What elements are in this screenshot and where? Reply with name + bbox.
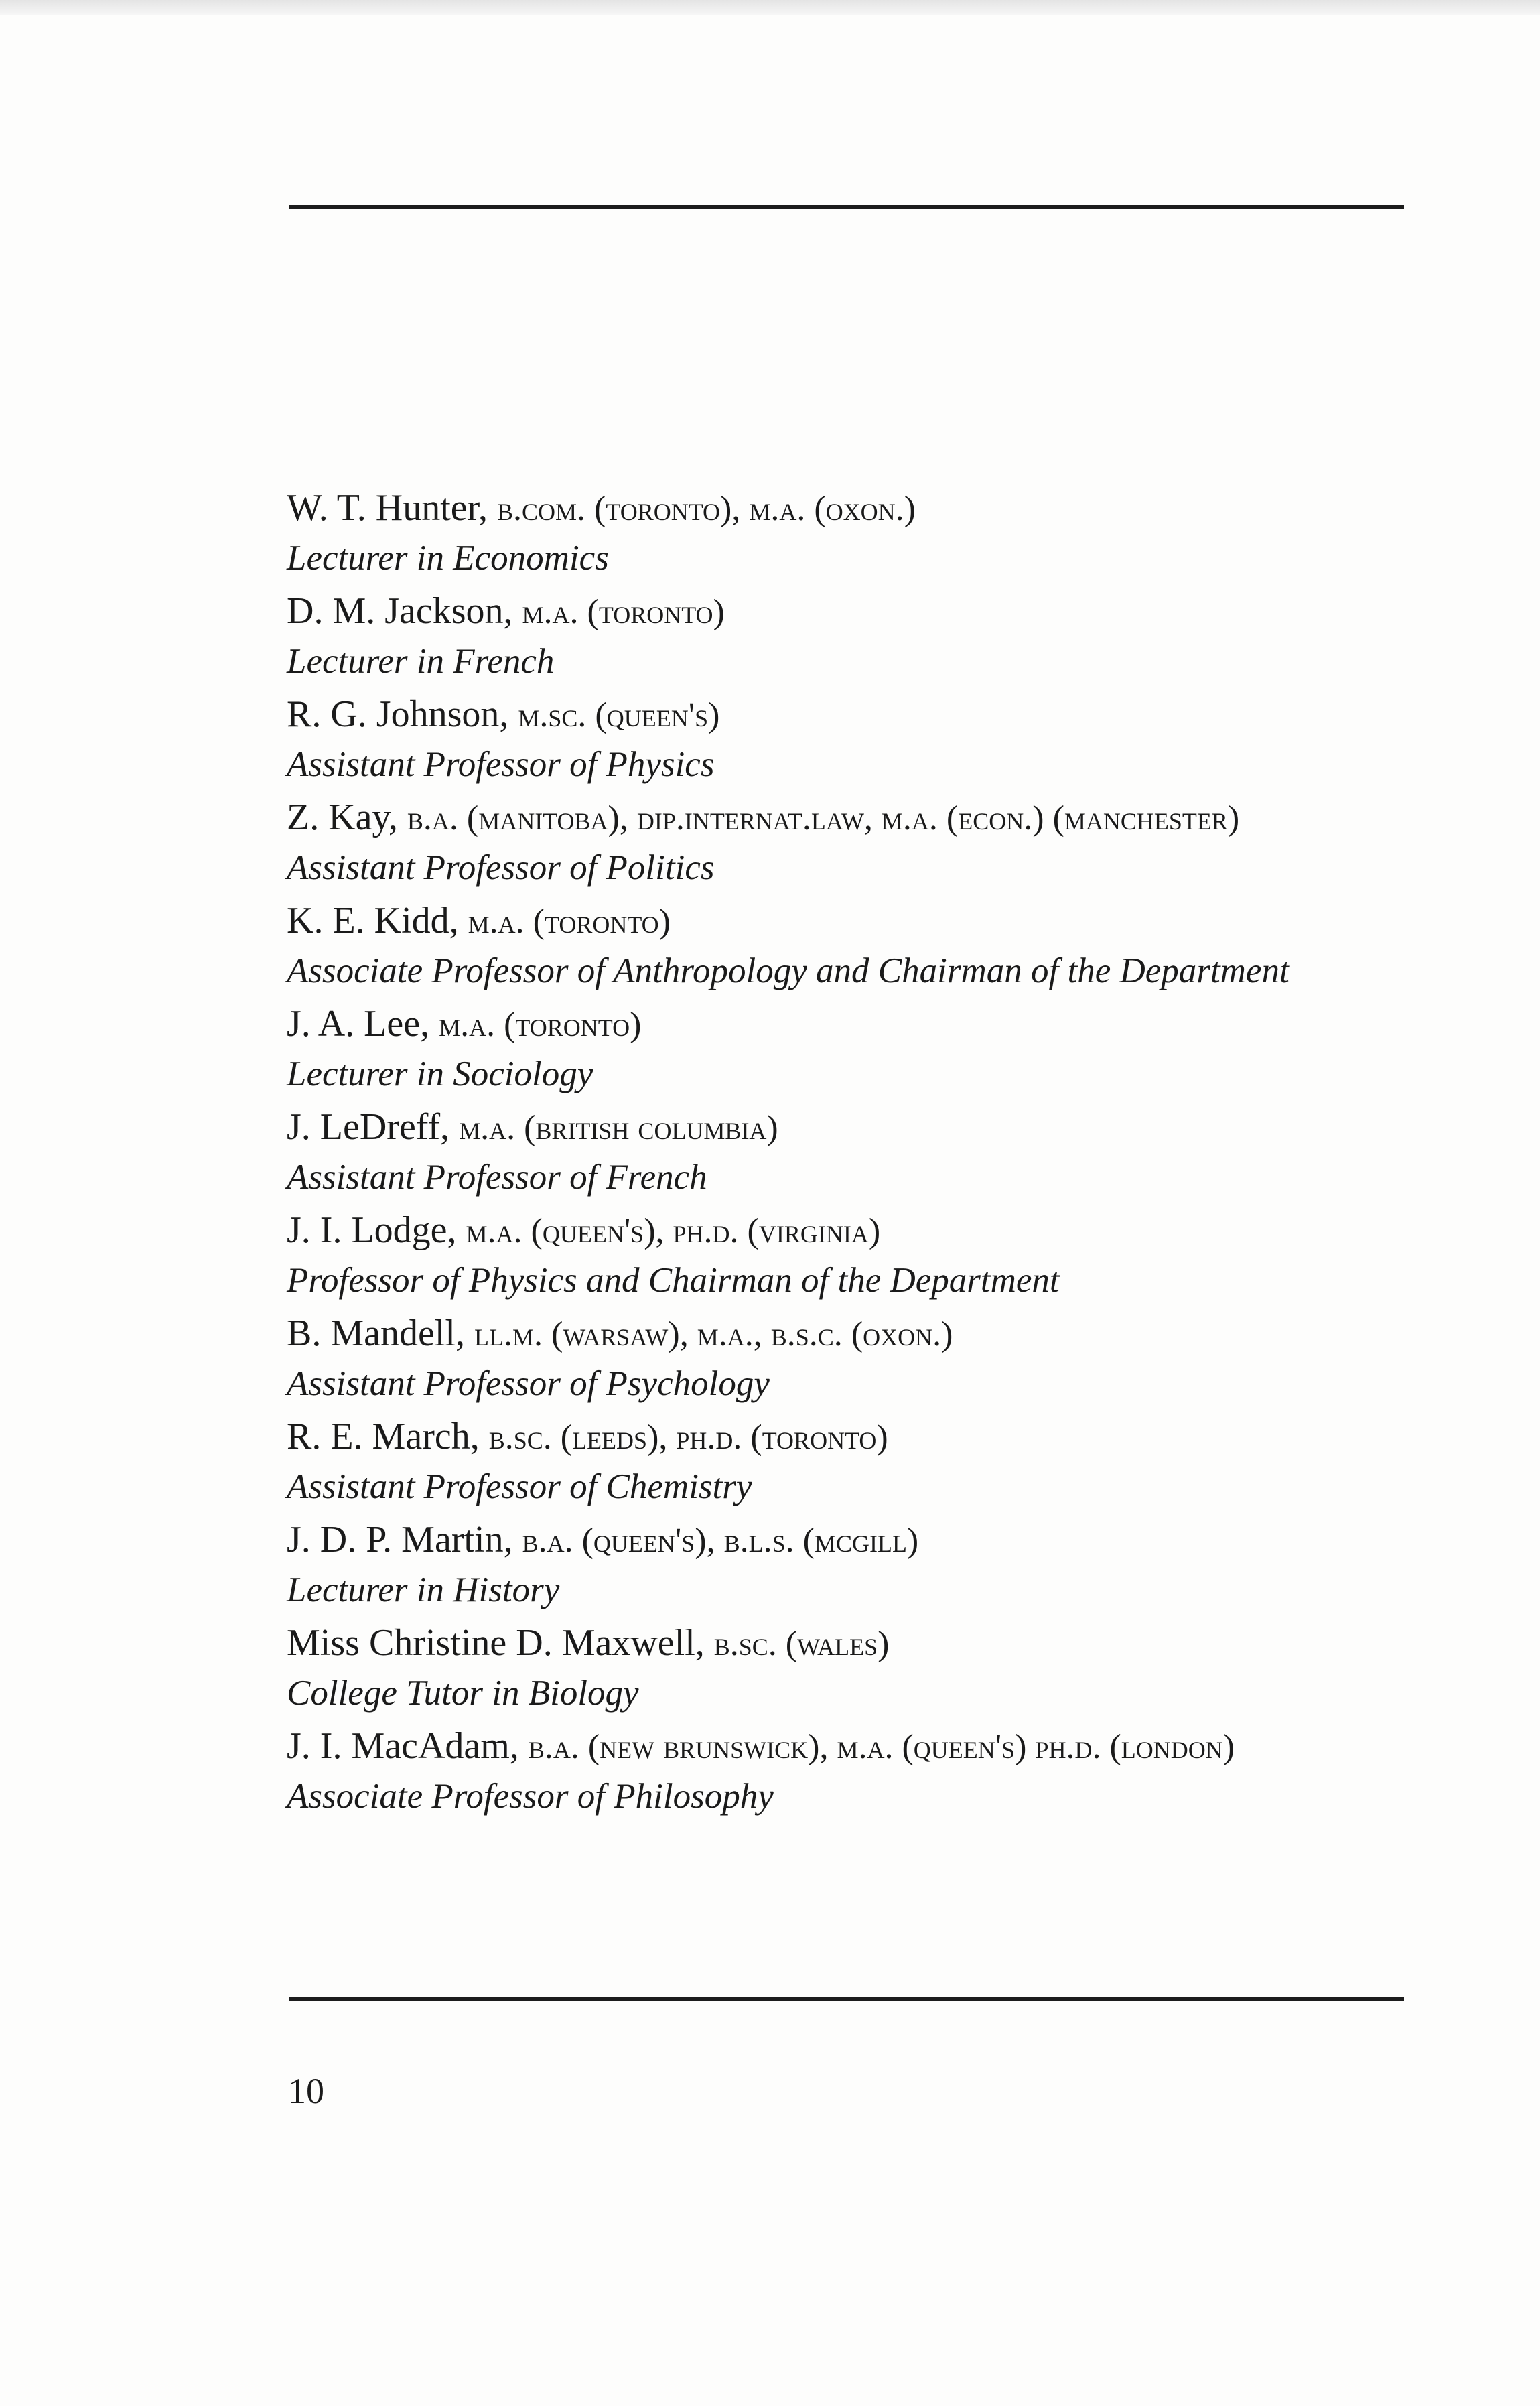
faculty-entry xyxy=(287,1101,1425,1205)
faculty-name: K. E. Kidd, xyxy=(287,900,468,941)
faculty-degrees: m.a. (queen's), ph.d. (virginia) xyxy=(466,1212,881,1250)
faculty-degrees: b.sc. (wales) xyxy=(713,1625,890,1663)
faculty-degrees: ll.m. (warsaw), m.a., b.s.c. (oxon.) xyxy=(474,1315,953,1353)
faculty-degrees: b.sc. (leeds), ph.d. (toronto) xyxy=(488,1418,888,1457)
faculty-name: W. T. Hunter, xyxy=(287,487,498,529)
faculty-name-line xyxy=(287,998,1425,1049)
faculty-name-line xyxy=(287,1308,1425,1359)
faculty-entry xyxy=(287,1514,1425,1617)
faculty-title: Lecturer in Economics xyxy=(287,539,609,578)
faculty-name: J. LeDreff, xyxy=(287,1106,460,1148)
page-number: 10 xyxy=(288,2071,324,2111)
faculty-name: D. M. Jackson, xyxy=(287,590,522,632)
faculty-title: Assistant Professor of French xyxy=(287,1158,707,1197)
faculty-entry xyxy=(287,1721,1425,1824)
faculty-entry xyxy=(287,1617,1425,1721)
faculty-entry xyxy=(287,895,1425,998)
faculty-name: R. G. Johnson, xyxy=(287,693,518,735)
faculty-degrees: m.a. (toronto) xyxy=(439,1006,642,1044)
faculty-name: J. I. Lodge, xyxy=(287,1209,466,1251)
faculty-name-line xyxy=(287,1721,1425,1772)
faculty-title: Professor of Physics and Chairman of the Department xyxy=(287,1261,1060,1300)
faculty-title: Associate Professor of Philosophy xyxy=(287,1777,774,1816)
faculty-name: J. D. P. Martin, xyxy=(287,1519,522,1560)
faculty-name-line xyxy=(287,1411,1425,1462)
faculty-name: R. E. March, xyxy=(287,1416,489,1457)
faculty-entry xyxy=(287,1205,1425,1308)
faculty-title: College Tutor in Biology xyxy=(287,1674,639,1713)
faculty-name-line xyxy=(287,1617,1425,1668)
faculty-name: J. A. Lee, xyxy=(287,1003,439,1045)
faculty-degrees: m.a. (british columbia) xyxy=(459,1109,778,1147)
faculty-name-line xyxy=(287,482,1425,533)
faculty-name-line xyxy=(287,895,1425,946)
faculty-degrees: b.a. (queen's), b.l.s. (mcgill) xyxy=(522,1522,919,1560)
faculty-title: Assistant Professor of Politics xyxy=(287,848,715,887)
faculty-title: Assistant Professor of Chemistry xyxy=(287,1467,752,1506)
faculty-name-line xyxy=(287,1101,1425,1152)
faculty-title: Associate Professor of Anthropology and Chairman of the Department xyxy=(287,951,1289,990)
faculty-name-line xyxy=(287,1514,1425,1565)
faculty-name-line xyxy=(287,586,1425,637)
scan-top-edge xyxy=(0,0,1540,15)
faculty-list xyxy=(287,482,1425,1824)
faculty-entry xyxy=(287,689,1425,792)
faculty-entry xyxy=(287,1308,1425,1411)
faculty-title: Lecturer in Sociology xyxy=(287,1055,593,1093)
faculty-entry xyxy=(287,586,1425,689)
faculty-degrees: b.a. (manitoba), dip.internat.law, m.a. (econ.) (manchester) xyxy=(407,799,1240,838)
bottom-rule xyxy=(289,1997,1404,2001)
faculty-name: B. Mandell, xyxy=(287,1313,474,1354)
faculty-name: Z. Kay, xyxy=(287,797,407,838)
faculty-title: Assistant Professor of Psychology xyxy=(287,1364,770,1403)
faculty-degrees: m.a. (toronto) xyxy=(468,903,671,941)
top-rule xyxy=(289,205,1404,209)
faculty-name-line xyxy=(287,792,1425,843)
faculty-degrees: m.a. (toronto) xyxy=(522,593,725,631)
faculty-entry xyxy=(287,998,1425,1101)
faculty-entry xyxy=(287,792,1425,895)
faculty-name-line xyxy=(287,689,1425,740)
faculty-name-line xyxy=(287,1205,1425,1256)
faculty-entry xyxy=(287,1411,1425,1514)
faculty-title: Lecturer in French xyxy=(287,642,555,681)
faculty-name: J. I. MacAdam, xyxy=(287,1725,529,1767)
faculty-name: Miss Christine D. Maxwell, xyxy=(287,1622,714,1664)
faculty-degrees: m.sc. (queen's) xyxy=(518,696,720,734)
faculty-entry xyxy=(287,482,1425,586)
faculty-title: Lecturer in History xyxy=(287,1570,560,1609)
faculty-degrees: b.a. (new brunswick), m.a. (queen's) ph.d. (london) xyxy=(528,1728,1235,1766)
faculty-title: Assistant Professor of Physics xyxy=(287,745,715,784)
faculty-degrees: b.com. (toronto), m.a. (oxon.) xyxy=(497,490,916,528)
